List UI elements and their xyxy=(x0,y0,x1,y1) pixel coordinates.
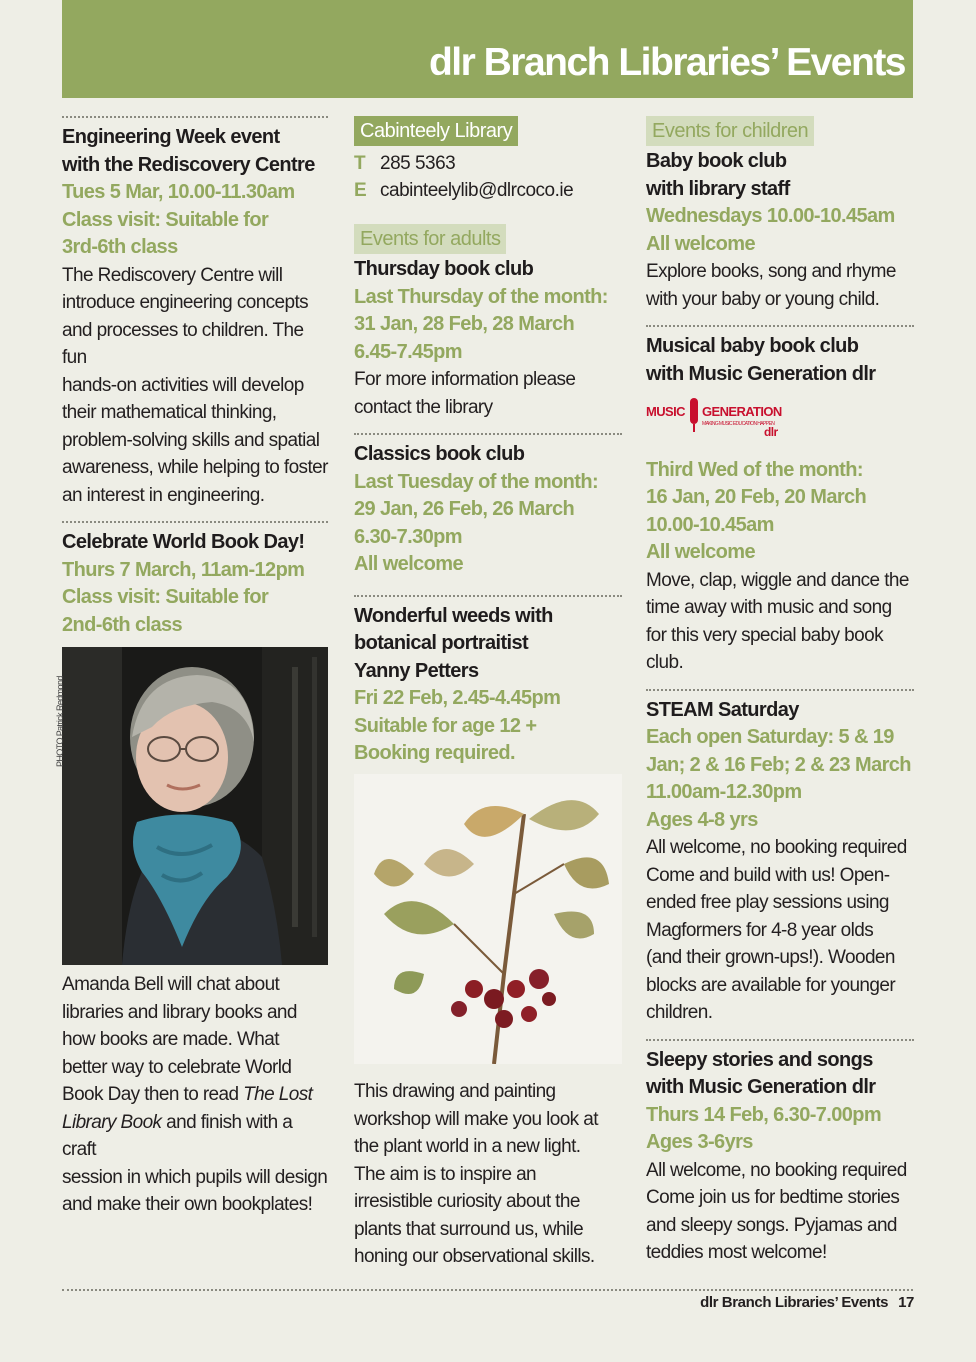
portrait-image xyxy=(62,647,328,965)
children-header: Events for children xyxy=(646,116,814,146)
event-body: hands-on activities will develop xyxy=(62,374,304,396)
event-body: and processes to children. The fun xyxy=(62,319,304,368)
event-date: Last Tuesday of the month: xyxy=(354,470,599,493)
phone-row xyxy=(354,150,622,177)
event-body: plants that surround us, while xyxy=(354,1218,584,1240)
event-date: 29 Jan, 26 Feb, 26 March xyxy=(354,498,575,520)
event-detail: Class visit: Suitable for xyxy=(62,586,269,608)
event-body: (and their grown-ups!). Wooden xyxy=(646,947,895,968)
event-date: 16 Jan, 20 Feb, 20 March xyxy=(646,486,867,508)
event-body: Come and build with us! Open- xyxy=(646,864,890,886)
svg-text:GENERATION: GENERATION xyxy=(702,404,782,419)
separator xyxy=(62,521,328,523)
event-date: Thurs 7 March, 11am-12pm xyxy=(62,558,305,581)
event-body: workshop will make you look at xyxy=(354,1108,598,1130)
event-title: Musical baby book club xyxy=(646,335,859,357)
event-title: Yanny Petters xyxy=(354,659,479,682)
footer-separator xyxy=(62,1289,913,1291)
email-row xyxy=(354,177,622,204)
event-body: how books are made. What xyxy=(62,1029,279,1050)
event-title: with library staff xyxy=(646,177,790,200)
library-name-box: Cabinteely Library xyxy=(354,116,518,146)
author-photo xyxy=(55,647,328,965)
event-date: Wednesdays 10.00-10.45am xyxy=(646,205,895,227)
event-body: an interest in engineering. xyxy=(62,484,265,506)
event-date: Third Wed of the month: xyxy=(646,458,863,481)
event-body: blocks are available for younger xyxy=(646,974,896,996)
event-body: Magformers for 4-8 year olds xyxy=(646,919,874,941)
event-title: botanical portraitist xyxy=(354,632,529,654)
event-title: with Music Generation dlr xyxy=(646,362,876,385)
event-body: with your baby or young child. xyxy=(646,288,880,310)
separator xyxy=(62,116,328,118)
email-label: E xyxy=(354,180,367,201)
event-baby-book-club xyxy=(646,148,914,313)
event-detail: 3rd-6th class xyxy=(62,236,178,258)
event-body: awareness, while helping to foster xyxy=(62,457,328,478)
separator xyxy=(646,689,914,691)
event-detail: All welcome xyxy=(354,553,463,575)
event-title: with the Rediscovery Centre xyxy=(62,153,315,176)
event-date: Last Thursday of the month: xyxy=(354,285,608,308)
event-time: 6.45-7.45pm xyxy=(354,340,462,363)
column-1 xyxy=(55,110,328,1219)
event-detail: Ages 3-6yrs xyxy=(646,1131,753,1153)
event-title: Celebrate World Book Day! xyxy=(62,531,305,553)
event-date: Tues 5 Mar, 10.00-11.30am xyxy=(62,181,295,203)
event-body: irresistible curiosity about the xyxy=(354,1191,580,1212)
event-body: teddies most welcome! xyxy=(646,1242,827,1263)
event-title: Classics book club xyxy=(354,443,525,465)
event-date: 31 Jan, 28 Feb, 28 March xyxy=(354,313,575,335)
event-detail: Booking required. xyxy=(354,742,515,764)
event-classics-book-club xyxy=(354,441,622,579)
page-header xyxy=(62,0,913,98)
page-number: 17 xyxy=(898,1294,914,1311)
svg-text:MAKING MUSIC EDUCATION HAPPEN: MAKING MUSIC EDUCATION HAPPEN xyxy=(702,421,775,427)
event-title: Engineering Week event xyxy=(62,126,280,148)
event-title: with Music Generation dlr xyxy=(646,1076,876,1098)
event-body: Amanda Bell will chat about xyxy=(62,974,280,995)
event-engineering-week xyxy=(62,124,328,509)
event-title: Wonderful weeds with xyxy=(354,604,553,627)
email-address[interactable]: cabinteelylib@dlrcoco.ie xyxy=(380,180,574,201)
event-body: honing our observational skills. xyxy=(354,1246,595,1267)
event-title: Thursday book club xyxy=(354,258,534,280)
event-title: Baby book club xyxy=(646,150,787,172)
event-detail: All welcome xyxy=(646,232,755,255)
event-detail: Suitable for age 12 + xyxy=(354,714,537,737)
event-body: Explore books, song and rhyme xyxy=(646,261,896,282)
event-time: 10.00-10.45am xyxy=(646,513,774,536)
column-3 xyxy=(646,110,914,1267)
event-body: contact the library xyxy=(354,396,493,418)
event-body: club. xyxy=(646,652,684,673)
event-detail: Ages 4-8 yrs xyxy=(646,808,758,831)
music-generation-logo xyxy=(646,394,914,447)
event-date: Each open Saturday: 5 & 19 xyxy=(646,726,894,748)
svg-text:MUSIC: MUSIC xyxy=(646,404,685,419)
column-2 xyxy=(354,110,622,1271)
event-body: Move, clap, wiggle and dance the xyxy=(646,569,909,591)
separator xyxy=(646,325,914,327)
svg-text:dlr: dlr xyxy=(764,425,778,438)
separator xyxy=(646,1039,914,1041)
separator xyxy=(354,595,622,597)
event-body: Come join us for bedtime stories xyxy=(646,1187,900,1208)
event-body: For more information please xyxy=(354,369,576,390)
event-body: ended free play sessions using xyxy=(646,892,889,913)
phone-number: 285 5363 xyxy=(380,153,456,174)
event-body: Book Day then to read The Lost xyxy=(62,1084,313,1105)
event-time: 6.30-7.30pm xyxy=(354,525,462,548)
event-date: Jan; 2 & 16 Feb; 2 & 23 March xyxy=(646,753,911,776)
botanical-illustration-image xyxy=(354,774,622,1064)
footer-title: dlr Branch Libraries’ Events xyxy=(700,1294,889,1311)
event-detail: 2nd-6th class xyxy=(62,613,183,636)
event-body: The aim is to inspire an xyxy=(354,1163,537,1185)
event-body: problem-solving skills and spatial xyxy=(62,429,320,451)
event-body: their mathematical thinking, xyxy=(62,402,277,423)
event-body: children. xyxy=(646,1002,713,1023)
event-sleepy-stories xyxy=(646,1047,914,1267)
page-title: dlr Branch Libraries’ Events xyxy=(428,41,905,84)
event-time: 11.00am-12.30pm xyxy=(646,781,802,803)
event-body: The Rediscovery Centre will xyxy=(62,264,283,286)
event-body: the plant world in a new light. xyxy=(354,1136,581,1157)
event-body: and sleepy songs. Pyjamas and xyxy=(646,1214,897,1236)
event-musical-baby-book-club xyxy=(646,333,914,677)
event-body: Library Book and finish with a craft xyxy=(62,1111,293,1160)
event-title: Sleepy stories and songs xyxy=(646,1048,873,1071)
event-body: All welcome, no booking required xyxy=(646,1159,907,1181)
event-detail: Class visit: Suitable for xyxy=(62,208,269,231)
event-detail: All welcome xyxy=(646,541,755,563)
event-date: Fri 22 Feb, 2.45-4.45pm xyxy=(354,687,561,709)
book-title: The Lost xyxy=(243,1084,313,1105)
adults-header: Events for adults xyxy=(354,224,506,254)
photo-credit: PHOTO Patrick Redmond xyxy=(55,676,65,767)
event-body: session in which pupils will design xyxy=(62,1166,328,1188)
event-body: time away with music and song xyxy=(646,597,892,618)
event-body: This drawing and painting xyxy=(354,1081,556,1102)
event-thursday-book-club xyxy=(354,256,622,421)
event-steam-saturday xyxy=(646,697,914,1027)
event-body: for this very special baby book xyxy=(646,624,883,646)
event-world-book-day xyxy=(55,529,328,1219)
event-body: introduce engineering concepts xyxy=(62,292,309,313)
event-body: and make their own bookplates! xyxy=(62,1194,313,1215)
separator xyxy=(354,433,622,435)
book-title: Library Book xyxy=(62,1111,162,1133)
event-body: All welcome, no booking required xyxy=(646,837,907,858)
botanical-painting xyxy=(354,774,622,1073)
event-body: better way to celebrate World xyxy=(62,1056,292,1078)
event-title: STEAM Saturday xyxy=(646,698,799,721)
event-wonderful-weeds xyxy=(354,603,622,1271)
event-body: libraries and library books and xyxy=(62,1001,297,1023)
page-footer xyxy=(700,1294,914,1311)
phone-label: T xyxy=(354,153,366,174)
event-date: Thurs 14 Feb, 6.30-7.00pm xyxy=(646,1103,882,1126)
